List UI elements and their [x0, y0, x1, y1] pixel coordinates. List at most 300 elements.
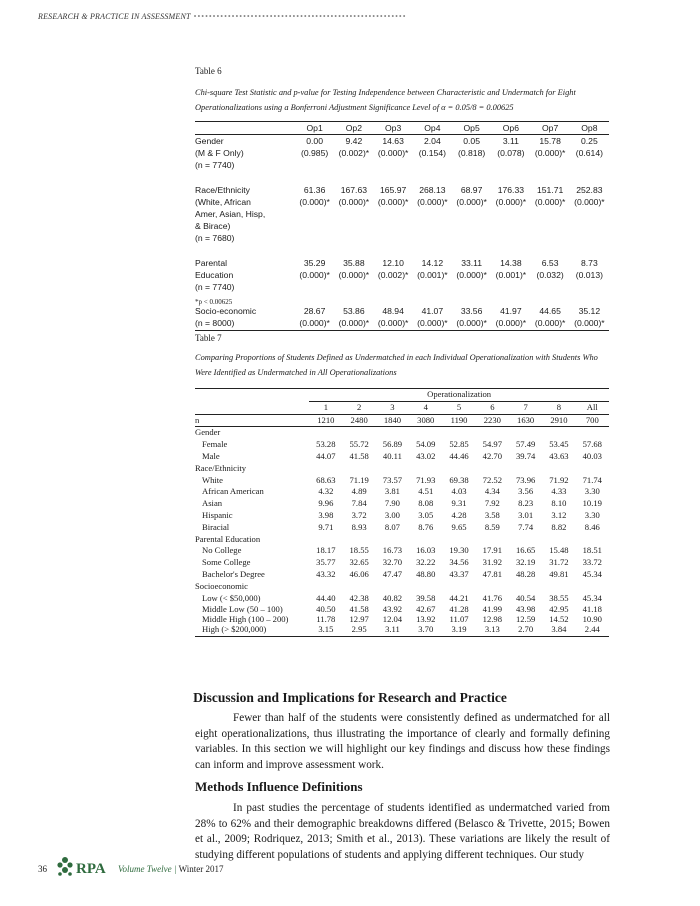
table7-corner-cell — [195, 389, 309, 401]
table6-empty-cell — [570, 159, 609, 171]
table7-group-header-row — [195, 389, 609, 401]
table6-pvalue-cell: (0.001)* — [417, 269, 448, 280]
table7-value-cell: 8.23 — [518, 498, 534, 509]
table7-value-cell: 3.12 — [551, 509, 567, 520]
table7-caption: Comparing Proportions of Students Defined as Undermatched in each Individual Operationalization with Students Who Were Identified as Undermatched in All Operationalizations — [195, 353, 598, 377]
table6-empty-cell — [491, 281, 530, 293]
table7-value-cell: 57.49 — [515, 439, 536, 450]
table7-value-cell: 2.70 — [509, 624, 542, 636]
table7-n-cell: 2910 — [542, 414, 575, 427]
table6-stat-cell: 167.63 — [340, 184, 368, 195]
table7-value-cell: 11.07 — [449, 614, 469, 625]
table7-label: Table 7 — [195, 333, 222, 343]
table7-value-cell: 73.96 — [515, 474, 536, 485]
table7-value-cell: 16.03 — [416, 545, 436, 556]
table6-pvalue-cell: (0.000)* — [574, 196, 605, 207]
table7-value-cell: 18.17 — [316, 545, 336, 556]
table6-row-label: Socio-economic — [195, 306, 257, 317]
table6-row — [195, 172, 609, 196]
table7-value-cell: 43.63 — [549, 450, 569, 461]
table6-empty-cell — [295, 281, 334, 293]
table7-col-header: 7 — [509, 401, 542, 414]
table7-row-label: Low (< $50,000) — [202, 592, 261, 603]
table6-pvalue-cell: (0.154) — [418, 148, 446, 159]
table7-value-cell: 46.06 — [349, 568, 369, 579]
table6-stat-cell: 0.05 — [463, 136, 480, 146]
table7-value-cell: 54.09 — [416, 439, 436, 450]
table6-row — [195, 317, 609, 330]
table6-pvalue-cell: (0.000)* — [534, 148, 566, 159]
table7-value-cell: 57.68 — [582, 439, 602, 450]
table7-value-cell: 41.18 — [582, 604, 602, 615]
table7-value-cell: 14.52 — [549, 614, 569, 625]
table6-pvalue-cell: (0.000)* — [495, 196, 527, 207]
table7-row — [195, 569, 609, 581]
table7-value-cell: 47.81 — [482, 568, 502, 579]
table6-header-row — [195, 122, 609, 135]
table6-pvalue-cell: (0.000)* — [452, 317, 491, 330]
table7-value-cell: 3.56 — [518, 486, 534, 497]
table7-value-cell: 8.07 — [384, 521, 400, 532]
table6-stat-cell: 12.10 — [382, 257, 404, 268]
table6-row-label: Amer, Asian, Hisp, — [195, 209, 266, 220]
table6-stat-cell: 44.65 — [539, 306, 561, 317]
page-footer: 36 RPA Volume Twelve | Winter 2017 — [38, 854, 238, 878]
table7-value-cell: 8.59 — [484, 521, 500, 532]
table6-footnote: *p < 0.00625 — [195, 298, 233, 306]
table7-row-label: Middle Low (50 – 100) — [202, 604, 283, 615]
table7-col-header: 8 — [542, 401, 575, 414]
table7-row — [195, 604, 609, 614]
table7-value-cell: 44.40 — [316, 592, 336, 603]
table6-row-label: Gender — [195, 136, 224, 146]
table6-row-label: & Birace) — [195, 221, 231, 232]
table7-row — [195, 475, 609, 487]
table6-stat-cell: 252.83 — [576, 184, 603, 195]
season-label: Winter 2017 — [178, 864, 224, 874]
table6-empty-cell — [570, 220, 609, 232]
table6-pvalue-cell: (0.000)* — [377, 148, 409, 159]
table7-group-label: Gender — [195, 427, 221, 438]
table7-value-cell: 44.46 — [449, 450, 469, 461]
table7-value-cell: 3.58 — [484, 509, 500, 520]
table6-stat-cell: 41.07 — [421, 306, 444, 317]
table7-group-row — [195, 427, 609, 439]
table7-row — [195, 545, 609, 557]
table7-value-cell: 71.19 — [349, 474, 369, 485]
table6-stat-cell: 165.97 — [379, 184, 407, 195]
table7-value-cell: 40.82 — [382, 592, 403, 603]
table6-pvalue-cell: (0.000)* — [338, 196, 370, 207]
table7-n-row — [195, 414, 609, 427]
table6-row — [195, 269, 609, 281]
table6-stat-cell: 33.11 — [461, 257, 483, 268]
table6-col-header: Op1 — [295, 122, 334, 135]
table6-row-label: (n = 8000) — [195, 317, 295, 330]
table6-stat-cell: 3.11 — [502, 136, 519, 146]
table7-value-cell: 3.98 — [318, 509, 334, 520]
table6-pvalue-cell: (0.000)* — [491, 317, 530, 330]
table7-value-cell: 41.28 — [449, 604, 469, 615]
table7-value-cell: 3.00 — [384, 509, 400, 520]
table7-value-cell: 31.72 — [549, 557, 569, 568]
table6-row — [195, 281, 609, 293]
table7-value-cell: 40.03 — [582, 450, 602, 461]
table7-row-label: Middle High (100 – 200) — [202, 614, 289, 625]
table6-stat-cell: 268.13 — [419, 184, 446, 195]
table6-stat-cell: 9.42 — [345, 136, 363, 146]
table7-value-cell: 3.13 — [476, 624, 509, 636]
table7-value-cell: 40.11 — [382, 450, 402, 461]
table6-empty-cell — [452, 281, 491, 293]
table7-row-label: Hispanic — [202, 509, 233, 520]
table7-row-label: Bachelor's Degree — [202, 568, 265, 579]
table6-pvalue-cell: (0.000)* — [295, 317, 334, 330]
table6-pvalue-cell: (0.000)* — [413, 317, 452, 330]
table7-value-cell: 44.07 — [316, 450, 336, 461]
table7-value-cell: 41.58 — [349, 604, 369, 615]
table6-empty-cell — [452, 232, 491, 244]
table6-pvalue-cell: (0.000)* — [299, 269, 330, 280]
table6-row-label: Parental — [195, 257, 228, 268]
table7-group-label: Parental Education — [195, 533, 261, 544]
table7-value-cell: 3.01 — [518, 509, 534, 520]
table7-col-header: 3 — [376, 401, 409, 414]
table7-value-cell: 4.34 — [484, 486, 500, 497]
table7-value-cell: 9.71 — [318, 521, 334, 532]
table7-row-label: No College — [202, 545, 242, 556]
table6-empty-cell — [295, 208, 334, 220]
table7-n-cell: 1210 — [309, 414, 342, 427]
volume-label: Volume Twelve — [118, 864, 172, 874]
table6-empty-cell — [491, 208, 530, 220]
table6-stat-cell: 48.94 — [382, 306, 404, 317]
table7-row — [195, 498, 609, 510]
table7-value-cell: 18.51 — [582, 545, 602, 556]
table6 — [195, 121, 609, 331]
table7-value-cell: 16.65 — [515, 545, 536, 556]
table7-value-cell: 44.21 — [449, 592, 469, 603]
table7-value-cell: 49.81 — [549, 568, 569, 579]
table7-col-header: 6 — [476, 401, 509, 414]
table6-empty-cell — [334, 232, 373, 244]
table6-row-label: (n = 7680) — [195, 233, 235, 244]
table6-row — [195, 208, 609, 220]
table6-stat-cell: 14.38 — [500, 257, 522, 268]
table7-value-cell: 12.59 — [515, 614, 536, 625]
table6-row — [195, 220, 609, 232]
subheading-methods: Methods Influence Definitions — [195, 779, 363, 794]
table6-row — [195, 245, 609, 269]
table7-value-cell: 7.92 — [484, 498, 500, 509]
table6-empty-cell — [413, 159, 452, 171]
table6-empty-cell — [334, 281, 373, 293]
table7-value-cell: 3.81 — [384, 486, 400, 497]
table6-empty-cell — [374, 281, 413, 293]
table7-value-cell: 42.70 — [482, 450, 502, 461]
header-rule: •••••••••••••••••••••••••••••••••••••••••••••••••••••••• — [193, 12, 407, 21]
table7-value-cell: 15.48 — [549, 545, 569, 556]
table7-value-cell: 45.34 — [582, 592, 602, 603]
table7-value-cell: 13.92 — [416, 614, 436, 625]
table7-group-row — [195, 581, 609, 593]
table6-row — [195, 135, 609, 148]
logo-text: RPA — [76, 861, 106, 877]
paragraph-discussion: Fewer than half of the students were consistently defined as undermatched for all eight operationalizations, thus illustrating the importance of clearly and formally defining variables. In this section we will highlight our key findings and discuss how these findings can inform and improve assessment work. — [195, 712, 610, 771]
table6-stat-cell: 35.29 — [303, 257, 326, 268]
table7-n-cell: 3080 — [409, 414, 442, 427]
table6-pvalue-cell: (0.002)* — [338, 148, 370, 159]
table7-value-cell: 47.47 — [382, 568, 403, 579]
table7-group-row — [195, 463, 609, 475]
table6-stat-cell: 0.00 — [306, 136, 323, 146]
table6-stat-cell: 151.71 — [536, 184, 564, 195]
table7-value-cell: 32.65 — [349, 557, 369, 568]
table6-empty-cell — [452, 220, 491, 232]
table7-value-cell: 68.63 — [316, 474, 336, 485]
table7-value-cell: 4.28 — [451, 509, 467, 520]
table6-empty-cell — [570, 208, 609, 220]
table7-value-cell: 11.78 — [316, 614, 336, 625]
table7-value-cell: 32.19 — [515, 557, 536, 568]
table7-row — [195, 451, 609, 463]
table6-empty-cell — [570, 232, 609, 244]
table7-value-cell: 2.95 — [343, 624, 376, 636]
table7-row — [195, 593, 609, 605]
table6-stat-cell: 14.63 — [382, 136, 404, 146]
table7-value-cell: 7.74 — [518, 521, 534, 532]
table6-corner-cell — [195, 122, 295, 135]
table7-value-cell: 43.32 — [316, 568, 336, 579]
table7-value-cell: 7.84 — [351, 498, 367, 509]
table7-row — [195, 624, 609, 636]
paragraph-methods: In past studies the percentage of students identified as undermatched varied from 28% to 62% and their demographic breakdowns differed (Belasco & Trivette, 2015; Bowen et al., 2009; Rodriquez, 2013; Smith et al., 2013). These variations are likely the result of studying different populations of students and applying different techniques. Our study — [195, 802, 610, 861]
table6-empty-cell — [531, 220, 570, 232]
table7-value-cell: 3.30 — [584, 509, 600, 520]
table7-group-header: Operationalization — [309, 389, 609, 401]
table7-value-cell: 4.33 — [551, 486, 567, 497]
table7-row-label: African American — [202, 486, 264, 497]
table6-stat-cell: 33.56 — [460, 306, 483, 317]
table7-value-cell: 43.92 — [382, 604, 403, 615]
table6-empty-cell — [452, 159, 491, 171]
table6-pvalue-cell: (0.000)* — [377, 196, 409, 207]
table7-value-cell: 71.93 — [416, 474, 436, 485]
table7-value-cell: 8.76 — [418, 521, 434, 532]
table6-stat-cell: 28.67 — [303, 306, 326, 317]
table6-row-label: (n = 7740) — [195, 282, 235, 293]
table6-empty-cell — [531, 281, 570, 293]
table6-pvalue-cell: (0.000)* — [334, 317, 373, 330]
table6-row — [195, 159, 609, 171]
table7-row — [195, 614, 609, 624]
table6-pvalue-cell: (0.614) — [575, 148, 603, 159]
table7-value-cell: 3.05 — [418, 509, 434, 520]
table7-value-cell: 18.55 — [349, 545, 369, 556]
table7-group-label: Socioeconomic — [195, 580, 248, 591]
table7-row-label: Biracial — [202, 521, 230, 532]
table6-stat-cell: 0.25 — [581, 136, 598, 146]
table6-stat-cell: 68.97 — [460, 184, 483, 195]
table7-value-cell: 31.92 — [482, 557, 502, 568]
table6-row — [195, 147, 609, 159]
table7-value-cell: 3.11 — [376, 624, 409, 636]
table6-pvalue-cell: (0.000)* — [531, 317, 570, 330]
table7-value-cell: 12.04 — [382, 614, 403, 625]
table7-value-cell: 8.93 — [351, 521, 367, 532]
page-number: 36 — [38, 864, 47, 874]
table6-empty-cell — [374, 208, 413, 220]
table6-pvalue-cell: (0.013) — [575, 269, 603, 280]
table6-empty-cell — [334, 220, 373, 232]
table6-empty-cell — [413, 220, 452, 232]
table7-value-cell: 39.58 — [416, 592, 436, 603]
table6-pvalue-cell: (0.818) — [458, 148, 486, 159]
table6-pvalue-cell: (0.000)* — [456, 196, 487, 207]
table7-row-label: Asian — [202, 498, 223, 509]
table6-empty-cell — [295, 232, 334, 244]
table7-value-cell: 19.30 — [449, 545, 469, 556]
table7-group-row — [195, 534, 609, 546]
table7-row — [195, 557, 609, 569]
table7-value-cell: 45.34 — [582, 568, 602, 579]
table7-value-cell: 55.72 — [349, 439, 369, 450]
table7-col-header: 5 — [442, 401, 475, 414]
table7-value-cell: 4.32 — [318, 486, 334, 497]
table7-row-label: High (> $200,000) — [195, 624, 309, 636]
table7-value-cell: 42.95 — [549, 604, 569, 615]
table6-stat-cell: 8.73 — [581, 257, 598, 268]
table6-empty-cell — [491, 220, 530, 232]
table7-value-cell: 10.90 — [582, 614, 602, 625]
table7-value-cell: 71.92 — [549, 474, 569, 485]
table7-value-cell: 54.97 — [482, 439, 502, 450]
table7-row — [195, 486, 609, 498]
table6-label: Table 6 — [195, 66, 222, 76]
table6-stat-cell: 6.53 — [541, 257, 559, 268]
table7-value-cell: 3.30 — [584, 486, 600, 497]
table6-empty-cell — [413, 281, 452, 293]
table7-value-cell: 9.96 — [318, 498, 334, 509]
table6-caption: Chi-square Test Statistic and p-value for Testing Independence between Characteristic and Undermatch for Eight Operationalizations using a Bonferroni Adjustment Significance Level of α = 0.05/8 = 0.00625 — [195, 88, 576, 112]
table7-value-cell: 2.44 — [576, 624, 609, 636]
table7-value-cell: 8.46 — [584, 521, 600, 532]
table7-value-cell: 53.45 — [549, 439, 569, 450]
table7-n-cell: 1840 — [376, 414, 409, 427]
table7-value-cell: 48.80 — [416, 568, 436, 579]
table6-pvalue-cell: (0.002)* — [377, 269, 409, 280]
table7-value-cell: 10.19 — [582, 498, 602, 509]
table7-value-cell: 39.74 — [515, 450, 536, 461]
table7-value-cell: 12.97 — [349, 614, 369, 625]
table6-pvalue-cell: (0.000)* — [374, 317, 413, 330]
table6-col-header: Op6 — [491, 122, 530, 135]
table7-value-cell: 4.51 — [418, 486, 434, 497]
table7-col-header: 1 — [309, 401, 342, 414]
table7-col-header: 4 — [409, 401, 442, 414]
table7-value-cell: 52.85 — [449, 439, 469, 450]
table6-col-header: Op4 — [413, 122, 452, 135]
table6-empty-cell — [374, 232, 413, 244]
table6-col-header: Op5 — [452, 122, 491, 135]
table6-empty-cell — [531, 208, 570, 220]
table6-stat-cell: 53.86 — [343, 306, 365, 317]
table6-pvalue-cell: (0.000)* — [570, 317, 609, 330]
table7-value-cell: 42.67 — [416, 604, 436, 615]
table6-stat-cell: 35.12 — [578, 306, 601, 317]
table7-value-cell: 41.76 — [482, 592, 502, 603]
table6-pvalue-cell: (0.000)* — [534, 196, 566, 207]
table6-pvalue-cell: (0.032) — [536, 269, 564, 280]
table7-value-cell: 3.70 — [409, 624, 442, 636]
table6-pvalue-cell: (0.000)* — [456, 269, 487, 280]
table7-value-cell: 35.77 — [316, 557, 336, 568]
table7-value-cell: 40.50 — [316, 604, 336, 615]
table7-value-cell: 33.72 — [582, 557, 602, 568]
table7-row-label: Female — [202, 439, 228, 450]
table7-value-cell: 56.89 — [382, 439, 403, 450]
table6-pvalue-cell: (0.000)* — [338, 269, 370, 280]
table7-value-cell: 3.19 — [442, 624, 475, 636]
table7-value-cell: 38.55 — [549, 592, 569, 603]
table7-value-cell: 42.38 — [349, 592, 369, 603]
table7-value-cell: 3.72 — [351, 509, 367, 520]
table7-value-cell: 3.15 — [309, 624, 342, 636]
table7-value-cell: 43.02 — [416, 450, 436, 461]
rpa-logo — [56, 854, 116, 878]
table7-row-label: White — [202, 474, 223, 485]
table7-value-cell: 7.90 — [384, 498, 400, 509]
table7-value-cell: 8.82 — [551, 521, 567, 532]
table7-value-cell: 43.37 — [449, 568, 469, 579]
table7-row-label: Some College — [202, 557, 251, 568]
table7-value-cell: 4.89 — [351, 486, 367, 497]
table6-empty-cell — [413, 232, 452, 244]
table6-empty-cell — [295, 220, 334, 232]
table6-pvalue-cell: (0.000)* — [417, 196, 448, 207]
table6-row — [195, 196, 609, 208]
table6-pvalue-cell: (0.985) — [301, 148, 329, 159]
table6-row-label: (White, African — [195, 196, 251, 207]
table7-row-label: n — [195, 414, 309, 427]
table6-row-label: (M & F Only) — [195, 148, 244, 159]
table7-value-cell: 71.74 — [582, 474, 602, 485]
table6-stat-cell: 176.33 — [497, 184, 525, 195]
table6-stat-cell: 14.12 — [421, 257, 444, 268]
table7-header-row — [195, 401, 609, 414]
table6-col-header: Op2 — [334, 122, 373, 135]
table7-value-cell: 4.03 — [451, 486, 467, 497]
table6-col-header: Op7 — [531, 122, 570, 135]
table7-row — [195, 439, 609, 451]
table7-row — [195, 510, 609, 522]
table6-empty-cell — [531, 232, 570, 244]
table6-col-header: Op8 — [570, 122, 609, 135]
section-heading: Discussion and Implications for Research and Practice — [193, 690, 507, 705]
table7-col-header: All — [576, 401, 609, 414]
table6-row — [195, 232, 609, 244]
table6-empty-cell — [491, 159, 530, 171]
table7-value-cell: 69.38 — [449, 474, 469, 485]
table6-stat-cell: 2.04 — [424, 136, 441, 146]
table6-stat-cell: 61.36 — [303, 184, 326, 195]
table7-value-cell: 41.99 — [482, 604, 502, 615]
table7-row-label: Male — [202, 450, 220, 461]
table7-value-cell: 12.98 — [482, 614, 502, 625]
table7-group-label: Race/Ethnicity — [195, 462, 247, 473]
table7-value-cell: 41.58 — [349, 450, 369, 461]
table7-row — [195, 522, 609, 534]
